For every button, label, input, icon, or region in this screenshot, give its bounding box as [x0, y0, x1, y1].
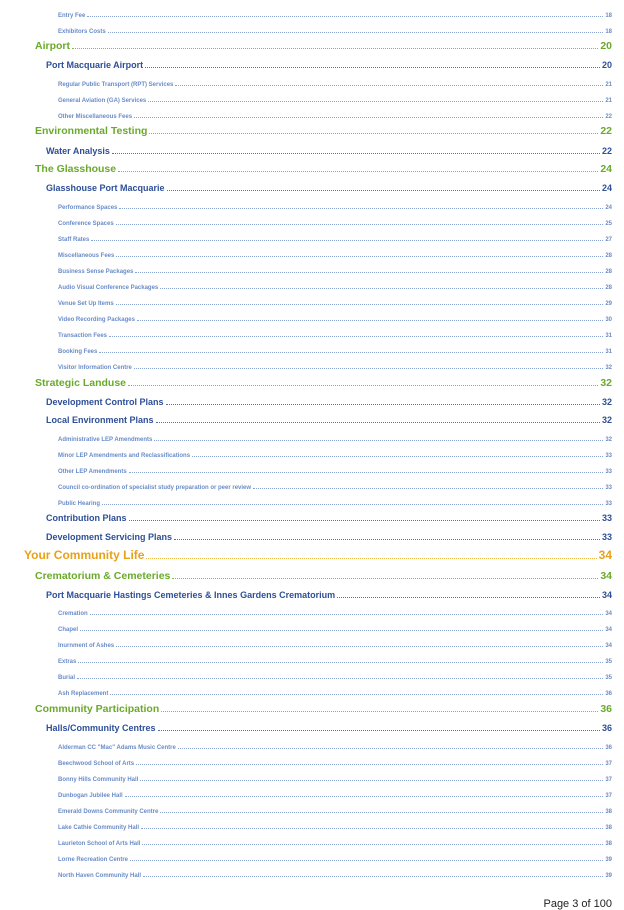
toc-entry-title: Alderman CC "Mac" Adams Music Centre [58, 744, 176, 751]
toc-entry-page-number: 36 [601, 723, 612, 733]
dot-leader [145, 60, 600, 68]
toc-entry[interactable] [58, 451, 612, 459]
dot-leader [116, 299, 604, 305]
dot-leader [175, 80, 603, 86]
toc-entry-page-number: 33 [605, 484, 612, 491]
dot-leader [87, 11, 603, 17]
toc-entry[interactable] [58, 625, 612, 633]
toc-entry[interactable] [58, 673, 612, 681]
dot-leader [134, 363, 603, 369]
dot-leader [116, 251, 603, 257]
dot-leader [116, 641, 603, 647]
toc-entry-page-number: 31 [605, 332, 612, 339]
toc-entry-title: Development Control Plans [46, 397, 164, 407]
toc-entry-title: Miscellaneous Fees [58, 252, 115, 259]
toc-entry-page-number: 34 [600, 570, 612, 582]
toc-entry-title: Local Environment Plans [46, 415, 154, 425]
toc-entry[interactable] [58, 112, 612, 120]
dot-leader [172, 570, 598, 579]
toc-entry[interactable] [58, 807, 612, 815]
toc-entry[interactable] [58, 347, 612, 355]
toc-entry-title: Cremation [58, 610, 88, 617]
toc-entry[interactable] [58, 267, 612, 275]
toc-entry[interactable] [58, 855, 612, 863]
toc-entry[interactable] [58, 657, 612, 665]
toc-entry[interactable] [46, 397, 612, 407]
toc-entry-page-number: 34 [605, 626, 612, 633]
toc-entry[interactable] [46, 146, 612, 156]
toc-entry-page-number: 32 [605, 436, 612, 443]
toc-entry[interactable] [35, 703, 612, 715]
toc-entry-title: Transaction Fees [58, 332, 108, 339]
toc-entry[interactable] [58, 839, 612, 847]
toc-entry[interactable] [58, 743, 612, 751]
toc-entry-page-number: 33 [601, 513, 612, 523]
dot-leader [72, 40, 598, 49]
toc-entry-page-number: 39 [605, 856, 612, 863]
toc-entry[interactable] [58, 483, 612, 491]
toc-entry-page-number: 36 [605, 744, 612, 751]
toc-entry-page-number: 32 [600, 377, 612, 389]
dot-leader [142, 839, 603, 845]
toc-entry-page-number: 34 [598, 548, 612, 562]
toc-entry-title: Laurieton School of Arts Hall [58, 840, 141, 847]
toc-entry-page-number: 27 [605, 236, 612, 243]
dot-leader [125, 791, 604, 797]
toc-entry-title: Other LEP Amendments [58, 468, 127, 475]
toc-entry[interactable] [46, 590, 612, 600]
dot-leader [337, 590, 600, 598]
toc-entry[interactable] [46, 723, 612, 733]
dot-leader [135, 267, 603, 273]
toc-entry-title: Audio Visual Conference Packages [58, 284, 159, 291]
toc-entry-page-number: 36 [600, 703, 612, 715]
toc-entry[interactable] [58, 609, 612, 617]
toc-entry-page-number: 32 [601, 415, 612, 425]
toc-entry-page-number: 24 [601, 183, 612, 193]
toc-entry-page-number: 24 [600, 163, 612, 175]
dot-leader [90, 609, 604, 615]
toc-entry-title: Venue Set Up Items [58, 300, 114, 307]
dot-leader [108, 27, 604, 33]
toc-entry-title: Performance Spaces [58, 204, 118, 211]
toc-entry[interactable] [58, 823, 612, 831]
toc-entry[interactable] [46, 513, 612, 523]
dot-leader [130, 855, 603, 861]
toc-entry-title: Development Servicing Plans [46, 532, 173, 542]
toc-entry-title: Chapel [58, 626, 79, 633]
toc-entry-page-number: 33 [601, 532, 612, 542]
toc-entry-title: Inurnment of Ashes [58, 642, 115, 649]
toc-entry[interactable] [58, 775, 612, 783]
toc-entry-page-number: 33 [605, 500, 612, 507]
toc-entry-page-number: 39 [605, 872, 612, 879]
toc-entry-title: Bonny Hills Community Hall [58, 776, 139, 783]
toc-entry[interactable] [58, 80, 612, 88]
toc-entry[interactable] [35, 40, 612, 52]
dot-leader [128, 377, 598, 386]
dot-leader [146, 549, 596, 559]
toc-entry[interactable] [58, 363, 612, 371]
toc-entry-page-number: 32 [605, 364, 612, 371]
dot-leader [102, 499, 603, 505]
toc-entry[interactable] [35, 570, 612, 582]
toc-entry-title: Burial [58, 674, 76, 681]
toc-entry[interactable] [58, 235, 612, 243]
toc-entry-page-number: 28 [605, 268, 612, 275]
dot-leader [140, 775, 603, 781]
toc-entry[interactable] [35, 163, 612, 175]
toc-entry-title: Video Recording Packages [58, 316, 135, 323]
toc-entry[interactable] [46, 183, 612, 193]
toc-entry-page-number: 18 [605, 12, 612, 19]
toc-entry[interactable] [46, 415, 612, 425]
dot-leader [174, 532, 600, 540]
toc-entry[interactable] [58, 315, 612, 323]
toc-entry-page-number: 32 [601, 397, 612, 407]
toc-entry[interactable] [58, 759, 612, 767]
toc-entry[interactable] [35, 125, 612, 137]
dot-leader [119, 203, 603, 209]
toc-entry[interactable] [58, 219, 612, 227]
toc-entry-title: Conference Spaces [58, 220, 114, 227]
toc-entry[interactable] [58, 331, 612, 339]
dot-leader [161, 703, 598, 712]
dot-leader [158, 723, 600, 731]
dot-leader [91, 235, 603, 241]
dot-leader [129, 513, 600, 521]
dot-leader [141, 823, 603, 829]
toc-entry[interactable] [58, 689, 612, 697]
toc-entry-page-number: 31 [605, 348, 612, 355]
dot-leader [116, 219, 604, 225]
dot-leader [178, 743, 603, 749]
toc-entry-title: Business Sense Packages [58, 268, 134, 275]
toc-entry-title: Lorne Recreation Centre [58, 856, 129, 863]
toc-entry-title: Contribution Plans [46, 513, 127, 523]
dot-leader [167, 183, 600, 191]
toc-entry-page-number: 34 [605, 610, 612, 617]
dot-leader [137, 315, 603, 321]
toc-entry-title: Crematorium & Cemeteries [35, 570, 171, 582]
toc-entry-title: Environmental Testing [35, 125, 148, 137]
toc-entry-page-number: 20 [601, 60, 612, 70]
toc-entry-page-number: 30 [605, 316, 612, 323]
toc-entry-title: Emerald Downs Community Centre [58, 808, 159, 815]
toc-entry-title: Public Hearing [58, 500, 101, 507]
toc-entry-title: Ash Replacement [58, 690, 109, 697]
dot-leader [253, 483, 603, 489]
toc-entry-page-number: 25 [605, 220, 612, 227]
dot-leader [109, 331, 603, 337]
toc-entry-title: Administrative LEP Amendments [58, 436, 153, 443]
toc-entry-title: North Haven Community Hall [58, 872, 142, 879]
toc-entry-page-number: 22 [600, 125, 612, 137]
toc-entry[interactable] [58, 11, 612, 19]
toc-entry-title: Community Participation [35, 703, 160, 715]
toc-entry-page-number: 36 [605, 690, 612, 697]
toc-entry-page-number: 21 [605, 97, 612, 104]
dot-leader [77, 673, 603, 679]
toc-entry-page-number: 22 [605, 113, 612, 120]
toc-entry-title: The Glasshouse [35, 163, 117, 175]
toc-entry-title: Glasshouse Port Macquarie [46, 183, 165, 193]
toc-entry-page-number: 29 [605, 300, 612, 307]
toc-entry-page-number: 35 [605, 658, 612, 665]
dot-leader [80, 625, 603, 631]
dot-leader [136, 759, 603, 765]
toc-entry-title: Your Community Life [24, 548, 145, 562]
toc-entry[interactable] [46, 60, 612, 70]
toc-entry-title: Other Miscellaneous Fees [58, 113, 133, 120]
dot-leader [129, 467, 604, 473]
toc-entry-title: Beechwood School of Arts [58, 760, 135, 767]
toc-entry-title: Port Macquarie Hastings Cemeteries & Innes Gardens Crematorium [46, 590, 336, 600]
toc-entry[interactable] [58, 96, 612, 104]
toc-entry[interactable] [58, 27, 612, 35]
toc-entry[interactable] [46, 532, 612, 542]
toc-entry-page-number: 20 [600, 40, 612, 52]
toc-entry-title: Exhibitors Costs [58, 28, 106, 35]
toc-entry-title: Extras [58, 658, 77, 665]
toc-entry-page-number: 33 [605, 452, 612, 459]
toc-entry-title: Port Macquarie Airport [46, 60, 144, 70]
toc-entry[interactable] [58, 791, 612, 799]
toc-entry[interactable] [58, 299, 612, 307]
page-number-footer: Page 3 of 100 [543, 898, 612, 910]
toc-entry-title: Staff Rates [58, 236, 90, 243]
toc-entry-page-number: 38 [605, 808, 612, 815]
toc-entry-title: Dunbogan Jubilee Hall [58, 792, 123, 799]
dot-leader [134, 112, 603, 118]
toc-entry-title: Entry Fee [58, 12, 86, 19]
toc-entry-page-number: 18 [605, 28, 612, 35]
dot-leader [166, 397, 600, 405]
toc-entry-title: Visitor Information Centre [58, 364, 132, 371]
toc-entry[interactable] [58, 251, 612, 259]
toc-entry-title: Booking Fees [58, 348, 98, 355]
toc-entry-title: Regular Public Transport (RPT) Services [58, 81, 174, 88]
toc-entry-title: Airport [35, 40, 70, 52]
toc-entry-title: Strategic Landuse [35, 377, 127, 389]
dot-leader [160, 807, 603, 813]
dot-leader [156, 415, 600, 423]
toc-entry[interactable] [58, 499, 612, 507]
toc-entry-page-number: 33 [605, 468, 612, 475]
dot-leader [154, 435, 603, 441]
toc-entry-page-number: 37 [605, 760, 612, 767]
dot-leader [160, 283, 603, 289]
toc-entry-title: Council co-ordination of specialist study preparation or peer review [58, 484, 252, 491]
dot-leader [149, 125, 598, 134]
toc-entry-title: General Aviation (GA) Services [58, 97, 147, 104]
toc-entry-page-number: 38 [605, 840, 612, 847]
dot-leader [143, 871, 603, 877]
toc-entry-page-number: 28 [605, 252, 612, 259]
dot-leader [192, 451, 603, 457]
toc-entry-page-number: 35 [605, 674, 612, 681]
toc-entry-page-number: 34 [601, 590, 612, 600]
dot-leader [148, 96, 603, 102]
toc-entry-page-number: 37 [605, 776, 612, 783]
toc-entry-page-number: 37 [605, 792, 612, 799]
dot-leader [99, 347, 603, 353]
dot-leader [112, 146, 600, 154]
toc-entry-page-number: 34 [605, 642, 612, 649]
toc-entry[interactable] [58, 641, 612, 649]
toc-entry-page-number: 24 [605, 204, 612, 211]
toc-entry[interactable] [58, 435, 612, 443]
toc-entry-page-number: 21 [605, 81, 612, 88]
dot-leader [118, 163, 598, 172]
dot-leader [78, 657, 603, 663]
toc-entry-title: Halls/Community Centres [46, 723, 156, 733]
dot-leader [110, 689, 603, 695]
toc-entry-title: Water Analysis [46, 146, 110, 156]
toc-entry[interactable] [24, 548, 612, 562]
toc-entry-title: Lake Cathie Community Hall [58, 824, 140, 831]
toc-entry[interactable] [58, 203, 612, 211]
toc-entry-page-number: 22 [601, 146, 612, 156]
toc-entry-page-number: 38 [605, 824, 612, 831]
toc-entry[interactable] [58, 283, 612, 291]
toc-entry[interactable] [58, 871, 612, 879]
toc-entry-page-number: 28 [605, 284, 612, 291]
toc-entry-title: Minor LEP Amendments and Reclassifications [58, 452, 191, 459]
toc-entry[interactable] [35, 377, 612, 389]
toc-entry[interactable] [58, 467, 612, 475]
